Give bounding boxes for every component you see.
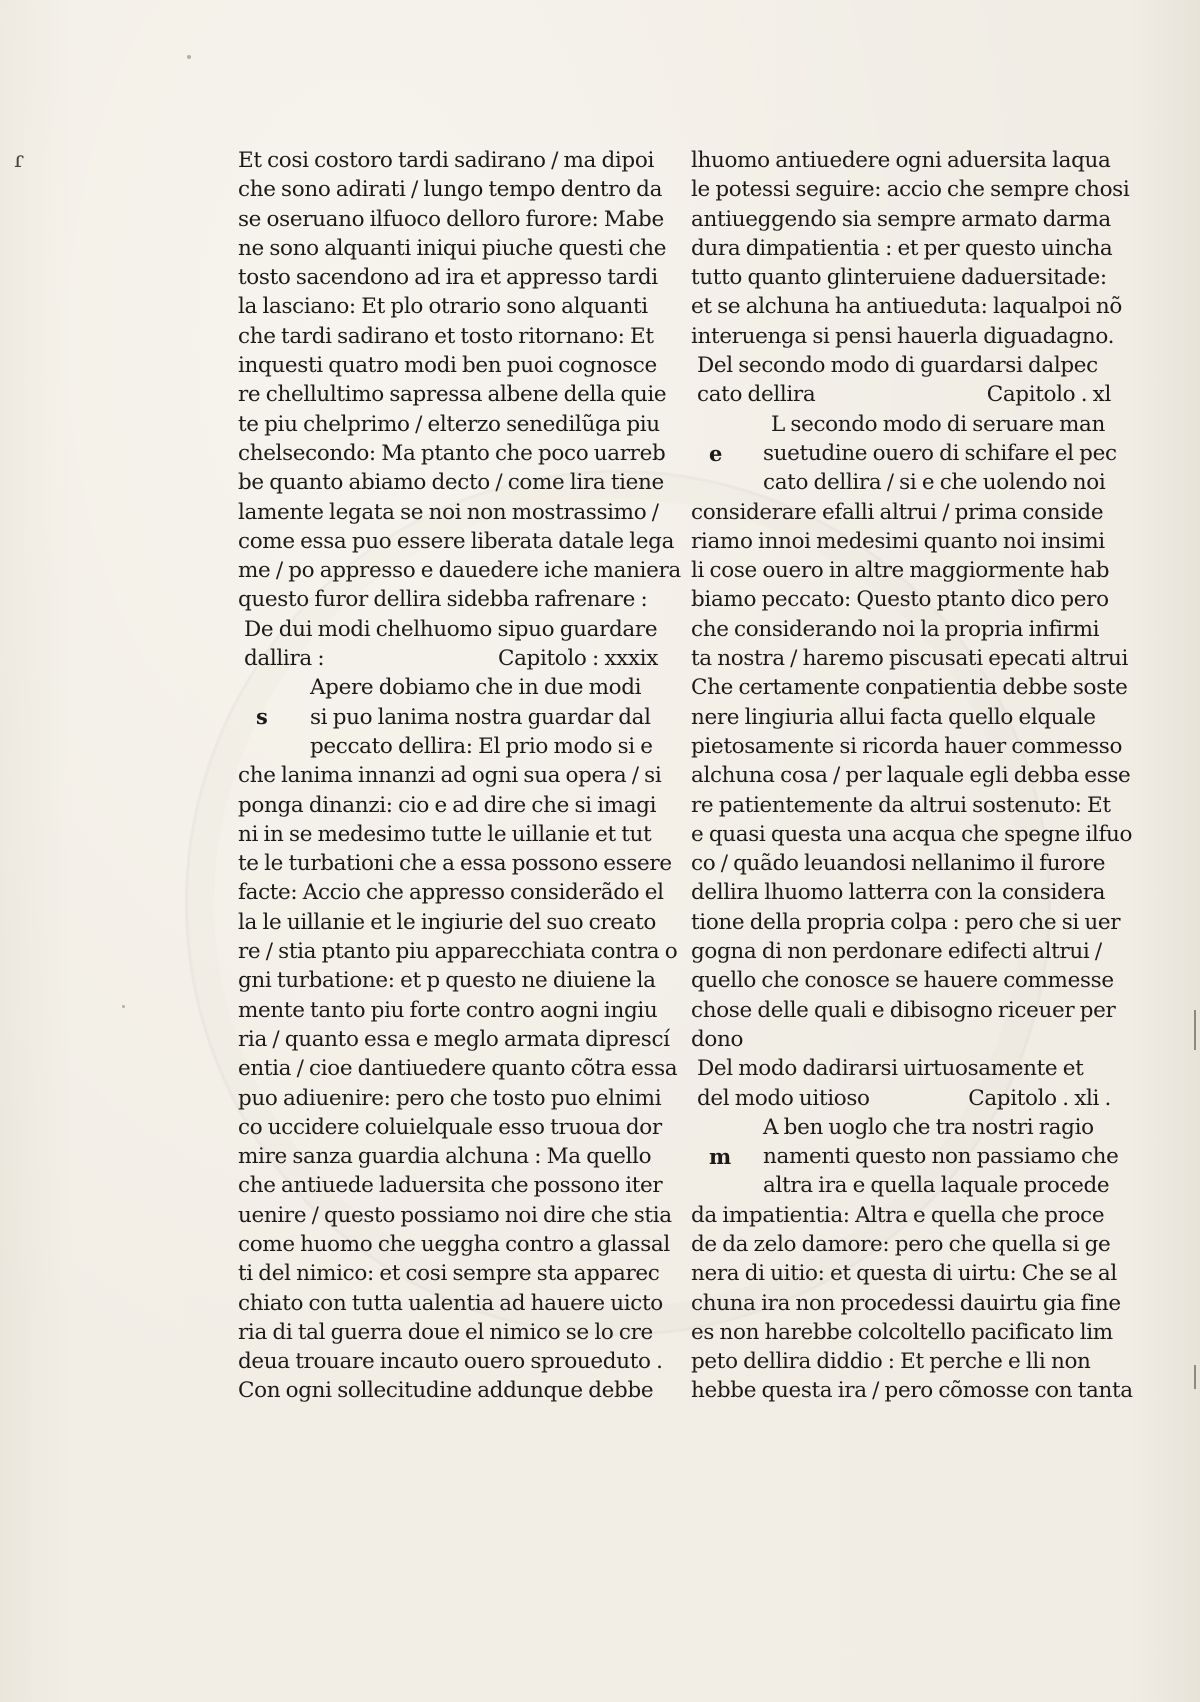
edge-mark: [1194, 1365, 1196, 1389]
text-line: le potessi seguire: accio che sempre chosi: [691, 177, 1130, 203]
margin-mark: ɾ: [14, 148, 24, 173]
text-line: chuna ira non procedessi dauirtu gia fine: [691, 1290, 1121, 1316]
text-line: L secondo modo di seruare man: [771, 411, 1106, 437]
text-line: chose delle quali e dibisogno riceuer per: [691, 997, 1116, 1023]
text-line: re patientemente da altrui sostenuto: Et: [691, 792, 1111, 818]
text-line: et se alchuna ha antiueduta: laqualpoi nõ: [691, 294, 1122, 320]
text-line: che tardi sadirano et tosto ritornano: Et: [238, 323, 654, 349]
text-line: interuenga si pensi hauerla diguadagno.: [691, 323, 1115, 349]
text-line: entia / cioe dantiuedere quanto cõtra essa: [238, 1056, 678, 1082]
chapter-41-opening: [691, 1113, 1119, 1201]
text-line: te piu chelprimo / elterzo senedilũga piu: [238, 411, 660, 437]
chapter-39-opening: [238, 673, 658, 761]
text-line: chiato con tutta ualentia ad hauere uicto: [238, 1290, 663, 1316]
text-line: da impatientia: Altra e quella che proce: [691, 1202, 1105, 1228]
drop-capital-guide-letter: s: [256, 704, 268, 730]
right-paragraph-2: [691, 498, 1133, 1055]
text-line: riamo innoi medesimi quanto noi insimi: [691, 528, 1105, 554]
text-line: che sono adirati / lungo tempo dentro da: [238, 177, 663, 203]
chapter-41-number: Capitolo . xli .: [968, 1085, 1111, 1111]
text-line: ni in se medesimo tutte le uillanie et tut: [238, 821, 652, 847]
text-line: biamo peccato: Questo ptanto dico pero: [691, 587, 1109, 613]
text-line: lamente legata se noi non mostrassimo /: [238, 499, 659, 525]
chapter-41-heading-line2: [691, 1084, 1111, 1113]
text-line: te le turbationi che a essa possono essere: [238, 851, 672, 877]
text-line: come essa puo essere liberata datale lega: [238, 528, 675, 554]
text-line: facte: Accio che appresso considerãdo el: [238, 880, 664, 906]
chapter-40-heading-line2: [691, 380, 1111, 409]
paper-speck: [187, 55, 191, 59]
text-line: re / stia ptanto piu apparecchiata contra o: [238, 939, 678, 965]
chapter-41-heading-line1: Del modo dadirarsi uirtuosamente et: [697, 1056, 1084, 1082]
text-line: che lanima innanzi ad ogni sua opera / si: [238, 763, 662, 789]
text-line: se oseruano ilfuoco delloro furore: Mabe: [238, 206, 664, 232]
text-line: dono: [691, 1026, 744, 1052]
text-line: ria di tal guerra doue el nimico se lo cre: [238, 1319, 653, 1345]
chapter-39-heading-line2: [238, 644, 658, 673]
text-line: alchuna cosa / per laquale egli debba esse: [691, 763, 1131, 789]
left-text-column: [238, 146, 681, 1406]
chapter-39-opening-lines: [238, 673, 658, 761]
text-line: li cose ouero in altre maggiormente hab: [691, 558, 1110, 584]
text-line: co uccidere coluielquale esso truoua dor: [238, 1114, 662, 1140]
text-line: de da zelo damore: pero che quella si ge: [691, 1231, 1111, 1257]
text-line: dura dimpatientia : et per questo uincha: [691, 235, 1113, 261]
text-line: ponga dinanzi: cio e ad dire che si imagi: [238, 792, 657, 818]
chapter-41-opening-lines: [691, 1113, 1119, 1201]
text-line: me / po appresso e dauedere iche maniera: [238, 558, 681, 584]
text-line: nere lingiuria allui facta quello elquale: [691, 704, 1096, 730]
text-line: gni turbatione: et p questo ne diuiene la: [238, 968, 656, 994]
chapter-40-heading-text: cato dellira: [697, 382, 816, 408]
text-line: suetudine ouero di schifare el pec: [763, 440, 1117, 466]
text-line: ria / quanto essa e meglo armata diprescí: [238, 1026, 670, 1052]
text-line: antiueggendo sia sempre armato darma: [691, 206, 1111, 232]
text-line: si puo lanima nostra guardar dal: [310, 704, 651, 730]
text-line: come huomo che ueggha contro a glassal: [238, 1231, 670, 1257]
text-line: che antiuede laduersita che possono iter: [238, 1173, 663, 1199]
text-line: che considerando noi la propria infirmi: [691, 616, 1100, 642]
text-line: puo adiuenire: pero che tosto puo elnimi: [238, 1085, 662, 1111]
text-line: cato dellira / si e che uolendo noi: [763, 470, 1106, 496]
text-line: considerare efalli altrui / prima conside: [691, 499, 1104, 525]
chapter-39-heading-text: dallira :: [244, 646, 325, 672]
text-line: be quanto abiamo decto / come lira tiene: [238, 470, 664, 496]
text-line: nera di uitio: et questa di uirtu: Che se al: [691, 1261, 1117, 1287]
edge-mark: [1194, 1010, 1196, 1050]
text-line: dellira lhuomo latterra con la considera: [691, 880, 1106, 906]
text-line: Et cosi costoro tardi sadirano / ma dipoi: [238, 148, 654, 173]
paper-speck: [122, 1005, 125, 1008]
text-line: ne sono alquanti iniqui piuche questi che: [238, 235, 667, 261]
text-line: altra ira e quella laquale procede: [763, 1173, 1110, 1199]
text-line: lhuomo antiuedere ogni aduersita laqua: [691, 148, 1111, 173]
text-line: Apere dobiamo che in due modi: [310, 675, 642, 701]
text-line: co / quãdo leuandosi nellanimo il furore: [691, 851, 1106, 877]
right-text-column: [691, 146, 1133, 1406]
text-line: deua trouare incauto ouero sproueduto .: [238, 1349, 663, 1375]
text-line: es non harebbe colcoltello pacificato lim: [691, 1319, 1113, 1345]
drop-capital-guide-letter: m: [709, 1143, 731, 1169]
text-line: re chellultimo sapressa albene della quie: [238, 382, 667, 408]
text-line: hebbe questa ira / pero cõmosse con tanta: [691, 1378, 1133, 1404]
drop-capital-guide-letter: e: [709, 440, 723, 466]
right-paragraph-1: [691, 146, 1130, 351]
text-line: uenire / questo possiamo noi dire che stia: [238, 1202, 672, 1228]
text-line: peccato dellira: El prio modo si e: [310, 733, 653, 759]
chapter-40-opening-lines: [691, 410, 1117, 498]
text-line: questo furor dellira sidebba rafrenare :: [238, 587, 648, 613]
text-line: la lasciano: Et plo otrario sono alquanti: [238, 294, 648, 320]
left-paragraph-2: [238, 761, 678, 1406]
chapter-40-heading-line1: Del secondo modo di guardarsi dalpec: [697, 353, 1098, 379]
chapter-39-number: Capitolo : xxxix: [497, 646, 658, 672]
text-line: A ben uoglo che tra nostri ragio: [763, 1114, 1094, 1140]
text-line: tione della propria colpa : pero che si uer: [691, 909, 1121, 935]
text-line: ta nostra / haremo piscusati epecati altrui: [691, 646, 1129, 672]
chapter-40-number: Capitolo . xl: [986, 382, 1111, 408]
text-line: pietosamente si ricorda hauer commesso: [691, 733, 1123, 759]
chapter-40-opening: [691, 410, 1117, 498]
text-line: tosto sacendono ad ira et appresso tardi: [238, 265, 658, 291]
text-line: chelsecondo: Ma ptanto che poco uarreb: [238, 440, 666, 466]
text-line: inquesti quatro modi ben puoi cognosce: [238, 353, 657, 379]
left-paragraph-1: [238, 146, 681, 615]
text-line: gogna di non perdonare edifecti altrui /: [691, 939, 1102, 965]
text-line: Con ogni sollecitudine addunque debbe: [238, 1378, 654, 1404]
text-line: namenti questo non passiamo che: [763, 1144, 1119, 1170]
text-line: quello che conosce se hauere commesse: [691, 968, 1114, 994]
text-line: la le uillanie et le ingiurie del suo creato: [238, 909, 656, 935]
text-line: ti del nimico: et cosi sempre sta apparec: [238, 1261, 660, 1287]
chapter-39-heading-line1: De dui modi chelhuomo sipuo guardare: [244, 616, 658, 642]
text-line: Che certamente conpatientia debbe soste: [691, 675, 1128, 701]
right-paragraph-3: [691, 1201, 1133, 1406]
chapter-41-heading-text: del modo uitioso: [697, 1085, 870, 1111]
text-line: peto dellira diddio : Et perche e lli non: [691, 1349, 1091, 1375]
text-line: mire sanza guardia alchuna : Ma quello: [238, 1144, 652, 1170]
text-line: e quasi questa una acqua che spegne ilfuo: [691, 821, 1133, 847]
text-line: mente tanto piu forte contro aogni ingiu: [238, 997, 658, 1023]
text-line: tutto quanto glinteruiene daduersitade:: [691, 265, 1107, 291]
